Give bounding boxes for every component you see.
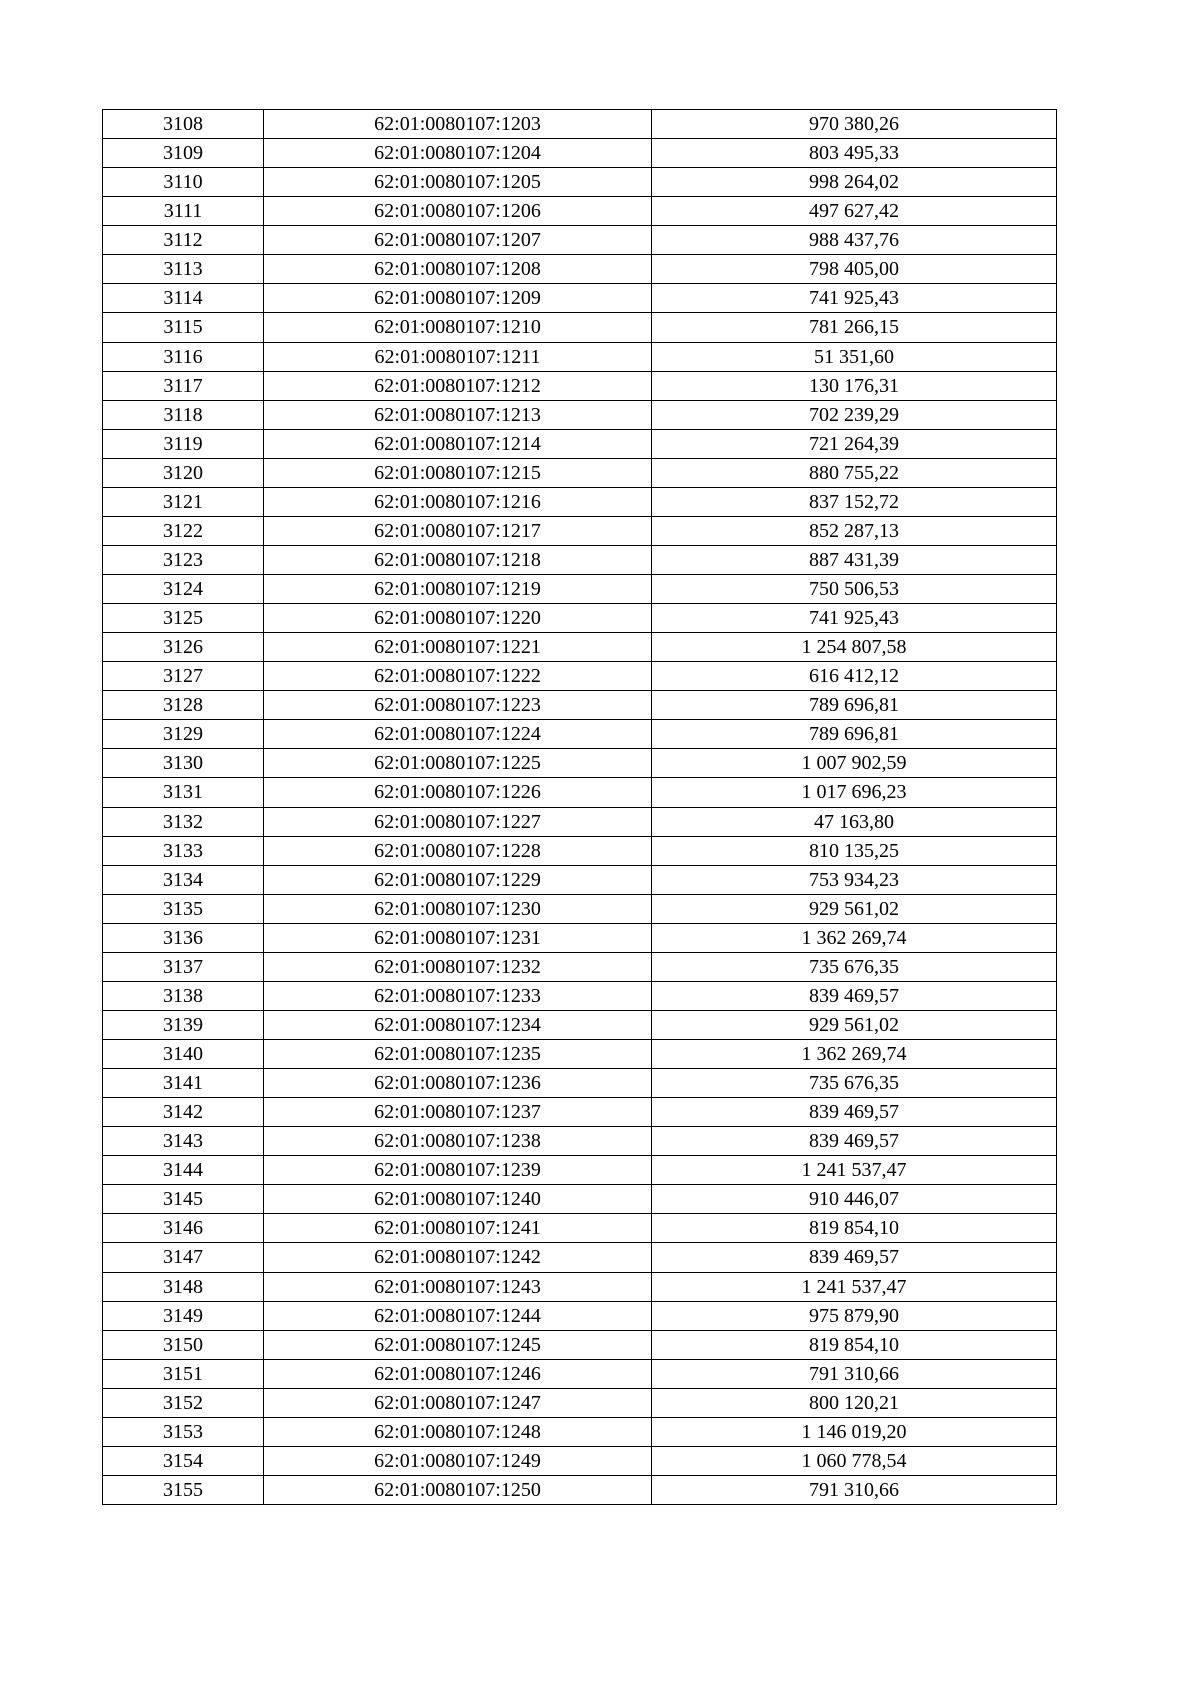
table-row bbox=[103, 1301, 1057, 1330]
table-row bbox=[103, 720, 1057, 749]
cadastral-value-cell: 741 925,43 bbox=[652, 604, 1057, 633]
row-number-cell: 3129 bbox=[103, 720, 264, 749]
cadastral-value-cell: 929 561,02 bbox=[652, 894, 1057, 923]
row-number-cell: 3155 bbox=[103, 1475, 264, 1504]
table-row bbox=[103, 952, 1057, 981]
cadastral-value-cell: 970 380,26 bbox=[652, 110, 1057, 139]
row-number-cell: 3119 bbox=[103, 429, 264, 458]
cadastral-number-cell: 62:01:0080107:1247 bbox=[264, 1388, 652, 1417]
cadastral-value-cell: 839 469,57 bbox=[652, 1127, 1057, 1156]
table-row bbox=[103, 1417, 1057, 1446]
table-row bbox=[103, 1214, 1057, 1243]
cadastral-value-cell: 735 676,35 bbox=[652, 1069, 1057, 1098]
cadastral-value-cell: 1 017 696,23 bbox=[652, 778, 1057, 807]
table-row bbox=[103, 894, 1057, 923]
cadastral-value-cell: 800 120,21 bbox=[652, 1388, 1057, 1417]
row-number-cell: 3109 bbox=[103, 139, 264, 168]
table-row bbox=[103, 313, 1057, 342]
cadastral-number-cell: 62:01:0080107:1214 bbox=[264, 429, 652, 458]
row-number-cell: 3131 bbox=[103, 778, 264, 807]
cadastral-number-cell: 62:01:0080107:1204 bbox=[264, 139, 652, 168]
cadastral-number-cell: 62:01:0080107:1230 bbox=[264, 894, 652, 923]
cadastral-number-cell: 62:01:0080107:1213 bbox=[264, 400, 652, 429]
row-number-cell: 3122 bbox=[103, 516, 264, 545]
cadastral-value-cell: 1 362 269,74 bbox=[652, 923, 1057, 952]
cadastral-value-cell: 837 152,72 bbox=[652, 487, 1057, 516]
cadastral-value-cell: 910 446,07 bbox=[652, 1185, 1057, 1214]
cadastral-number-cell: 62:01:0080107:1243 bbox=[264, 1272, 652, 1301]
row-number-cell: 3152 bbox=[103, 1388, 264, 1417]
row-number-cell: 3123 bbox=[103, 545, 264, 574]
cadastral-number-cell: 62:01:0080107:1205 bbox=[264, 168, 652, 197]
cadastral-number-cell: 62:01:0080107:1223 bbox=[264, 691, 652, 720]
row-number-cell: 3108 bbox=[103, 110, 264, 139]
row-number-cell: 3148 bbox=[103, 1272, 264, 1301]
cadastral-number-cell: 62:01:0080107:1225 bbox=[264, 749, 652, 778]
cadastral-value-cell: 753 934,23 bbox=[652, 865, 1057, 894]
row-number-cell: 3136 bbox=[103, 923, 264, 952]
cadastral-value-cell: 130 176,31 bbox=[652, 371, 1057, 400]
cadastral-number-cell: 62:01:0080107:1208 bbox=[264, 255, 652, 284]
row-number-cell: 3128 bbox=[103, 691, 264, 720]
cadastral-number-cell: 62:01:0080107:1236 bbox=[264, 1069, 652, 1098]
table-row bbox=[103, 1069, 1057, 1098]
row-number-cell: 3138 bbox=[103, 981, 264, 1010]
row-number-cell: 3110 bbox=[103, 168, 264, 197]
row-number-cell: 3133 bbox=[103, 836, 264, 865]
table-row bbox=[103, 865, 1057, 894]
cadastral-number-cell: 62:01:0080107:1233 bbox=[264, 981, 652, 1010]
table-row bbox=[103, 429, 1057, 458]
cadastral-value-cell: 1 241 537,47 bbox=[652, 1156, 1057, 1185]
table-row bbox=[103, 545, 1057, 574]
row-number-cell: 3126 bbox=[103, 633, 264, 662]
cadastral-number-cell: 62:01:0080107:1219 bbox=[264, 575, 652, 604]
row-number-cell: 3125 bbox=[103, 604, 264, 633]
table-row bbox=[103, 371, 1057, 400]
cadastral-number-cell: 62:01:0080107:1218 bbox=[264, 545, 652, 574]
cadastral-value-cell: 852 287,13 bbox=[652, 516, 1057, 545]
table-row bbox=[103, 1010, 1057, 1039]
row-number-cell: 3140 bbox=[103, 1040, 264, 1069]
row-number-cell: 3141 bbox=[103, 1069, 264, 1098]
cadastral-value-cell: 880 755,22 bbox=[652, 458, 1057, 487]
row-number-cell: 3111 bbox=[103, 197, 264, 226]
table-row bbox=[103, 458, 1057, 487]
row-number-cell: 3145 bbox=[103, 1185, 264, 1214]
cadastral-number-cell: 62:01:0080107:1241 bbox=[264, 1214, 652, 1243]
table-row bbox=[103, 255, 1057, 284]
row-number-cell: 3139 bbox=[103, 1010, 264, 1039]
table-row bbox=[103, 226, 1057, 255]
cadastral-value-cell: 789 696,81 bbox=[652, 720, 1057, 749]
cadastral-value-cell: 750 506,53 bbox=[652, 575, 1057, 604]
row-number-cell: 3151 bbox=[103, 1359, 264, 1388]
cadastral-number-cell: 62:01:0080107:1211 bbox=[264, 342, 652, 371]
cadastral-number-cell: 62:01:0080107:1245 bbox=[264, 1330, 652, 1359]
cadastral-value-cell: 702 239,29 bbox=[652, 400, 1057, 429]
cadastral-number-cell: 62:01:0080107:1209 bbox=[264, 284, 652, 313]
table-row bbox=[103, 342, 1057, 371]
row-number-cell: 3118 bbox=[103, 400, 264, 429]
table-row bbox=[103, 284, 1057, 313]
cadastral-number-cell: 62:01:0080107:1235 bbox=[264, 1040, 652, 1069]
cadastral-value-cell: 929 561,02 bbox=[652, 1010, 1057, 1039]
cadastral-value-cell: 819 854,10 bbox=[652, 1330, 1057, 1359]
cadastral-number-cell: 62:01:0080107:1217 bbox=[264, 516, 652, 545]
table-row bbox=[103, 807, 1057, 836]
cadastral-number-cell: 62:01:0080107:1226 bbox=[264, 778, 652, 807]
table-row bbox=[103, 1359, 1057, 1388]
table-row bbox=[103, 662, 1057, 691]
table-row bbox=[103, 778, 1057, 807]
row-number-cell: 3134 bbox=[103, 865, 264, 894]
cadastral-value-cell: 887 431,39 bbox=[652, 545, 1057, 574]
cadastral-number-cell: 62:01:0080107:1207 bbox=[264, 226, 652, 255]
cadastral-number-cell: 62:01:0080107:1234 bbox=[264, 1010, 652, 1039]
table-row bbox=[103, 487, 1057, 516]
cadastral-number-cell: 62:01:0080107:1221 bbox=[264, 633, 652, 662]
cadastral-value-cell: 998 264,02 bbox=[652, 168, 1057, 197]
cadastral-value-cell: 1 060 778,54 bbox=[652, 1446, 1057, 1475]
cadastral-number-cell: 62:01:0080107:1216 bbox=[264, 487, 652, 516]
table-row bbox=[103, 1127, 1057, 1156]
row-number-cell: 3132 bbox=[103, 807, 264, 836]
cadastral-number-cell: 62:01:0080107:1246 bbox=[264, 1359, 652, 1388]
cadastral-number-cell: 62:01:0080107:1220 bbox=[264, 604, 652, 633]
cadastral-value-cell: 47 163,80 bbox=[652, 807, 1057, 836]
cadastral-value-cell: 616 412,12 bbox=[652, 662, 1057, 691]
cadastral-number-cell: 62:01:0080107:1215 bbox=[264, 458, 652, 487]
row-number-cell: 3130 bbox=[103, 749, 264, 778]
row-number-cell: 3121 bbox=[103, 487, 264, 516]
cadastral-number-cell: 62:01:0080107:1244 bbox=[264, 1301, 652, 1330]
cadastral-value-cell: 781 266,15 bbox=[652, 313, 1057, 342]
table-row bbox=[103, 1388, 1057, 1417]
cadastral-value-cell: 839 469,57 bbox=[652, 1098, 1057, 1127]
cadastral-value-cell: 789 696,81 bbox=[652, 691, 1057, 720]
cadastral-number-cell: 62:01:0080107:1237 bbox=[264, 1098, 652, 1127]
cadastral-value-cell: 51 351,60 bbox=[652, 342, 1057, 371]
table-row bbox=[103, 1330, 1057, 1359]
cadastral-number-cell: 62:01:0080107:1228 bbox=[264, 836, 652, 865]
row-number-cell: 3120 bbox=[103, 458, 264, 487]
cadastral-value-cell: 798 405,00 bbox=[652, 255, 1057, 284]
cadastral-value-cell: 721 264,39 bbox=[652, 429, 1057, 458]
row-number-cell: 3135 bbox=[103, 894, 264, 923]
row-number-cell: 3144 bbox=[103, 1156, 264, 1185]
row-number-cell: 3149 bbox=[103, 1301, 264, 1330]
cadastral-value-cell: 735 676,35 bbox=[652, 952, 1057, 981]
table-row bbox=[103, 110, 1057, 139]
cadastral-value-cell: 1 146 019,20 bbox=[652, 1417, 1057, 1446]
table-row bbox=[103, 1040, 1057, 1069]
cadastral-number-cell: 62:01:0080107:1206 bbox=[264, 197, 652, 226]
row-number-cell: 3137 bbox=[103, 952, 264, 981]
row-number-cell: 3147 bbox=[103, 1243, 264, 1272]
row-number-cell: 3142 bbox=[103, 1098, 264, 1127]
table-row bbox=[103, 1098, 1057, 1127]
row-number-cell: 3115 bbox=[103, 313, 264, 342]
table-row bbox=[103, 139, 1057, 168]
cadastral-value-cell: 791 310,66 bbox=[652, 1359, 1057, 1388]
row-number-cell: 3150 bbox=[103, 1330, 264, 1359]
table-row bbox=[103, 749, 1057, 778]
cadastral-number-cell: 62:01:0080107:1231 bbox=[264, 923, 652, 952]
table-row bbox=[103, 1446, 1057, 1475]
row-number-cell: 3113 bbox=[103, 255, 264, 284]
table-row bbox=[103, 1156, 1057, 1185]
cadastral-value-cell: 839 469,57 bbox=[652, 981, 1057, 1010]
row-number-cell: 3114 bbox=[103, 284, 264, 313]
cadastral-number-cell: 62:01:0080107:1229 bbox=[264, 865, 652, 894]
row-number-cell: 3143 bbox=[103, 1127, 264, 1156]
cadastral-number-cell: 62:01:0080107:1232 bbox=[264, 952, 652, 981]
cadastral-number-cell: 62:01:0080107:1222 bbox=[264, 662, 652, 691]
cadastral-value-cell: 803 495,33 bbox=[652, 139, 1057, 168]
cadastral-number-cell: 62:01:0080107:1210 bbox=[264, 313, 652, 342]
cadastral-number-cell: 62:01:0080107:1224 bbox=[264, 720, 652, 749]
table-row bbox=[103, 400, 1057, 429]
table-row bbox=[103, 981, 1057, 1010]
row-number-cell: 3153 bbox=[103, 1417, 264, 1446]
cadastral-value-cell: 819 854,10 bbox=[652, 1214, 1057, 1243]
cadastral-value-cell: 791 310,66 bbox=[652, 1475, 1057, 1504]
row-number-cell: 3127 bbox=[103, 662, 264, 691]
table-row bbox=[103, 604, 1057, 633]
cadastral-number-cell: 62:01:0080107:1249 bbox=[264, 1446, 652, 1475]
table-body bbox=[103, 110, 1057, 1505]
table-row bbox=[103, 836, 1057, 865]
table-row bbox=[103, 1185, 1057, 1214]
cadastral-value-cell: 839 469,57 bbox=[652, 1243, 1057, 1272]
cadastral-number-cell: 62:01:0080107:1203 bbox=[264, 110, 652, 139]
cadastral-value-cell: 988 437,76 bbox=[652, 226, 1057, 255]
cadastral-value-cell: 810 135,25 bbox=[652, 836, 1057, 865]
table-row bbox=[103, 197, 1057, 226]
table-row bbox=[103, 168, 1057, 197]
table-row bbox=[103, 1475, 1057, 1504]
cadastral-value-cell: 1 241 537,47 bbox=[652, 1272, 1057, 1301]
cadastral-number-cell: 62:01:0080107:1240 bbox=[264, 1185, 652, 1214]
row-number-cell: 3154 bbox=[103, 1446, 264, 1475]
cadastral-value-cell: 741 925,43 bbox=[652, 284, 1057, 313]
cadastral-value-table bbox=[102, 109, 1057, 1505]
table-row bbox=[103, 516, 1057, 545]
row-number-cell: 3112 bbox=[103, 226, 264, 255]
table-row bbox=[103, 575, 1057, 604]
cadastral-number-cell: 62:01:0080107:1239 bbox=[264, 1156, 652, 1185]
table-row bbox=[103, 923, 1057, 952]
row-number-cell: 3146 bbox=[103, 1214, 264, 1243]
cadastral-number-cell: 62:01:0080107:1242 bbox=[264, 1243, 652, 1272]
cadastral-value-cell: 975 879,90 bbox=[652, 1301, 1057, 1330]
cadastral-number-cell: 62:01:0080107:1238 bbox=[264, 1127, 652, 1156]
cadastral-value-cell: 497 627,42 bbox=[652, 197, 1057, 226]
cadastral-number-cell: 62:01:0080107:1250 bbox=[264, 1475, 652, 1504]
table-row bbox=[103, 691, 1057, 720]
table-row bbox=[103, 1243, 1057, 1272]
table-row bbox=[103, 633, 1057, 662]
row-number-cell: 3117 bbox=[103, 371, 264, 400]
row-number-cell: 3124 bbox=[103, 575, 264, 604]
cadastral-value-cell: 1 254 807,58 bbox=[652, 633, 1057, 662]
cadastral-value-cell: 1 007 902,59 bbox=[652, 749, 1057, 778]
cadastral-number-cell: 62:01:0080107:1212 bbox=[264, 371, 652, 400]
cadastral-number-cell: 62:01:0080107:1227 bbox=[264, 807, 652, 836]
cadastral-number-cell: 62:01:0080107:1248 bbox=[264, 1417, 652, 1446]
table-row bbox=[103, 1272, 1057, 1301]
row-number-cell: 3116 bbox=[103, 342, 264, 371]
cadastral-value-cell: 1 362 269,74 bbox=[652, 1040, 1057, 1069]
